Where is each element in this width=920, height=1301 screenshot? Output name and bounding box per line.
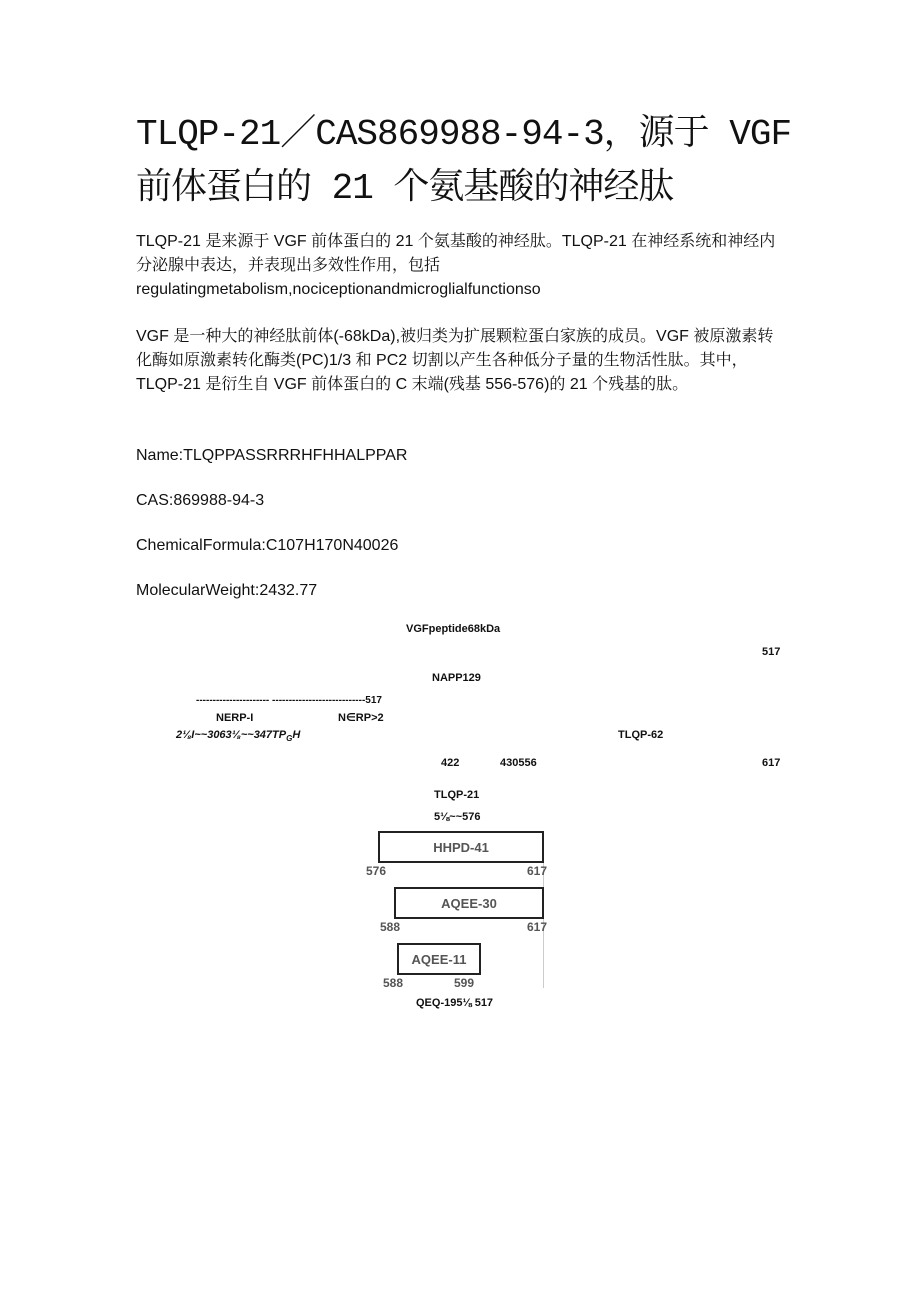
tlqp62-label: TLQP-62 [618, 729, 664, 741]
hhpd41-start: 576 [366, 864, 387, 878]
residue-422-label: 422 [441, 757, 460, 769]
residue-517-label: 517 [762, 646, 781, 658]
molecular-weight: MolecularWeight:2432.77 [136, 582, 318, 599]
hhpd41-end: 617 [527, 864, 548, 878]
tlqp21-label: TLQP-21 [434, 789, 480, 801]
hhpd41-box: HHPD-41 [378, 831, 544, 863]
aqee30-end: 617 [527, 920, 548, 934]
dashed-segment-line: ---------------------- ----------------------------517 [196, 695, 382, 706]
vgf-paragraph: VGF 是一种大的神经肽前体(-68kDa),被归类为扩展颗粒蛋白家族的成员。VGF 被原激素转化酶如原激素转化酶类(PC)1/3 和 PC2 切割以产生各种低分子量的生物活性肽。其中，TLQP-21 是衍生自 VGF 前体蛋白的 C 末端(残基 556-576)的 21 个残基的肽。 [136, 328, 774, 393]
cas-number: CAS:869988-94-3 [136, 492, 265, 509]
peptide-name: Name:TLQPPASSRRRHFHHALPPAR [136, 447, 408, 464]
intro-paragraph: TLQP-21 是来源于 VGF 前体蛋白的 21 个氨基酸的神经肽。TLQP-21 在神经系统和神经内分泌腺中表达，并表现出多效性作用，包括 regulatingmetabolism,nociceptionandmicroglialfunctionso [136, 233, 776, 298]
nerp1-label: NERP-I [216, 712, 254, 724]
aqee30-start: 588 [380, 920, 401, 934]
residue-617-label: 617 [762, 757, 781, 769]
vgf-peptide-label: VGFpeptide68kDa [406, 623, 501, 635]
aqee11-start: 588 [383, 976, 404, 990]
aqee11-box: AQEE-11 [397, 943, 481, 975]
napp129-label: NAPP129 [432, 672, 481, 684]
nerp2-label: N∈RP>2 [338, 712, 384, 724]
chemical-formula: ChemicalFormula:C107H170N40026 [136, 537, 399, 554]
tlqp21-range-label: 5⅛~~576 [434, 811, 481, 823]
qeq-label: QEQ-195⅛ 517 [416, 997, 494, 1009]
residue-430556-label: 430556 [500, 757, 537, 769]
page-title: TLQP-21／CAS869988-94-3，源于 VGF 前体蛋白的 21 个氨基酸的神经肽 [136, 114, 792, 209]
residue-range-label: $2\frac{1}{8}I\sim\sim 3063\frac{1}{8}\sim\sim 347TP_GH$ [176, 729, 301, 744]
aqee11-end: 599 [454, 976, 475, 990]
aqee30-box: AQEE-30 [394, 887, 544, 919]
